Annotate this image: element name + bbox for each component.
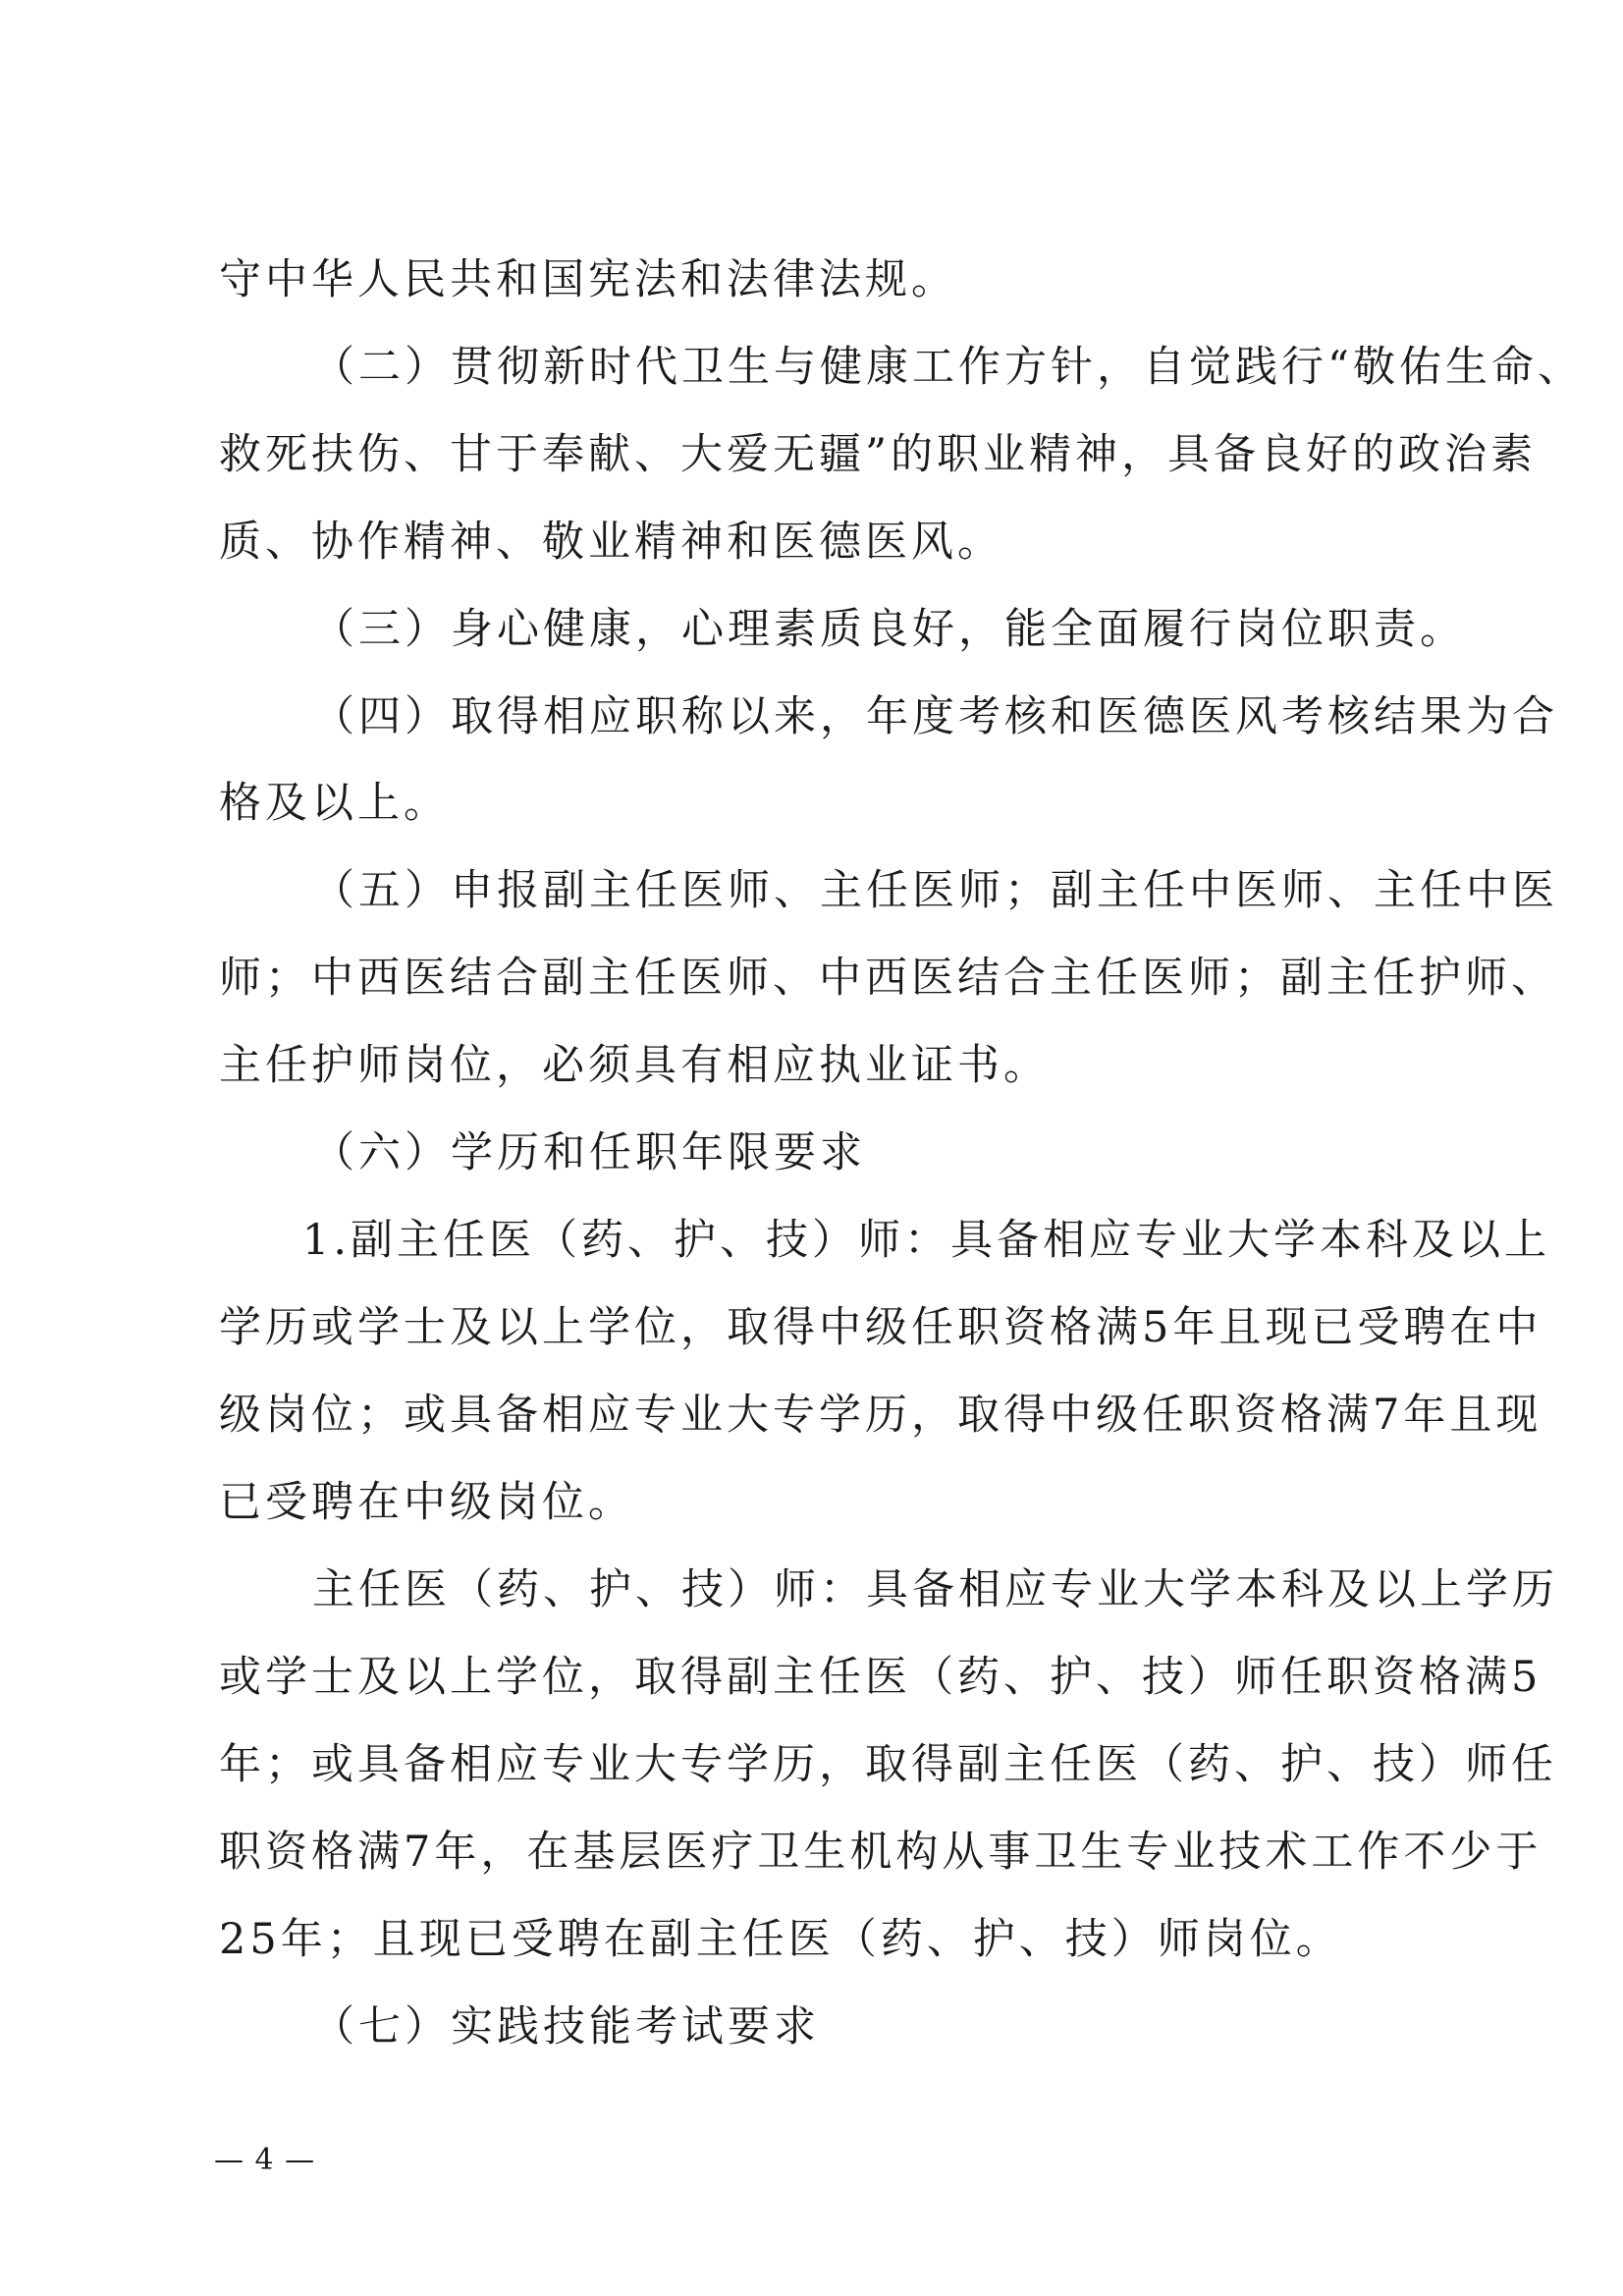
paragraph-line: 质、协作精神、敬业精神和医德医风。 bbox=[219, 518, 1003, 567]
paragraph-line: 职资格满7年，在基层医疗卫生机构从事卫生专业技术工作不少于 bbox=[219, 1828, 1542, 1877]
paragraph-line: （五）申报副主任医师、主任医师；副主任中医师、主任中医 bbox=[312, 866, 1558, 915]
paragraph-line: 已受聘在中级岗位。 bbox=[219, 1478, 634, 1527]
paragraph-line: 救死扶伤、甘于奉献、大爱无疆”的职业精神，具备良好的政治素 bbox=[219, 430, 1537, 479]
paragraph-line: 学历或学士及以上学位，取得中级任职资格满5年且现已受聘在中 bbox=[219, 1303, 1542, 1352]
paragraph-line: （四）取得相应职称以来，年度考核和医德医风考核结果为合 bbox=[312, 692, 1558, 741]
paragraph-line: （二）贯彻新时代卫生与健康工作方针，自觉践行“敬佑生命、 bbox=[312, 343, 1584, 392]
paragraph-line: 1.副主任医（药、护、技）师：具备相应专业大学本科及以上 bbox=[302, 1216, 1551, 1265]
paragraph-line: 师；中西医结合副主任医师、中西医结合主任医师；副主任护师、 bbox=[219, 954, 1557, 1003]
paragraph-line: 格及以上。 bbox=[219, 779, 450, 828]
paragraph-line: 级岗位；或具备相应专业大专学历，取得中级任职资格满7年且现 bbox=[219, 1391, 1542, 1440]
paragraph-line: （六）学历和任职年限要求 bbox=[312, 1128, 866, 1177]
paragraph-line: 主任护师岗位，必须具有相应执业证书。 bbox=[219, 1041, 1050, 1090]
paragraph-line: （三）身心健康，心理素质良好，能全面履行岗位职责。 bbox=[312, 605, 1466, 654]
paragraph-line: 或学士及以上学位，取得副主任医（药、护、技）师任职资格满5 bbox=[219, 1653, 1542, 1702]
paragraph-line: 年；或具备相应专业大专学历，取得副主任医（药、护、技）师任 bbox=[219, 1740, 1557, 1789]
paragraph-line: （七）实践技能考试要求 bbox=[312, 2002, 820, 2051]
page-number: — 4 — bbox=[214, 2143, 316, 2177]
paragraph-line: 主任医（药、护、技）师：具备相应专业大学本科及以上学历 bbox=[312, 1565, 1558, 1614]
paragraph-line: 守中华人民共和国宪法和法律法规。 bbox=[219, 255, 957, 304]
paragraph-line: 25年；且现已受聘在副主任医（药、护、技）师岗位。 bbox=[219, 1915, 1342, 1964]
